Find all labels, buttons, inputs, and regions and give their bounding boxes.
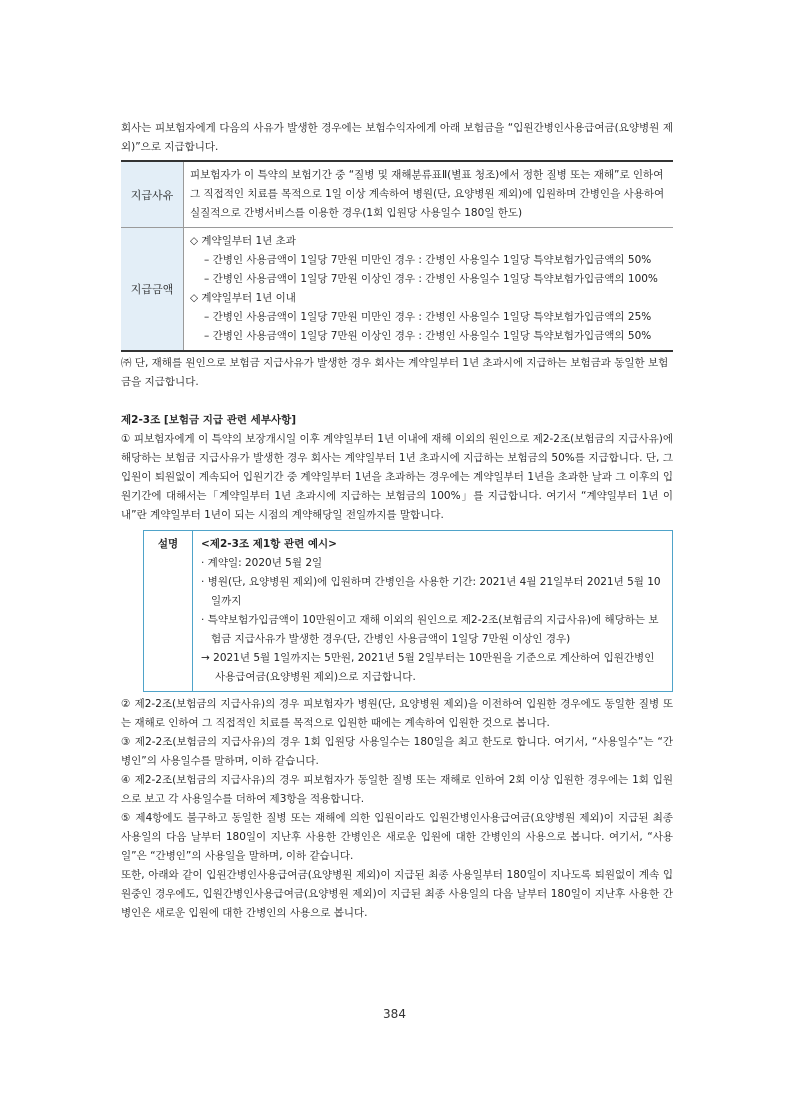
example-line: · 병원(단, 요양병원 제외)에 입원하며 간병인을 사용한 기간: 2021년 4월 21일부터 2021년 5월 10일까지 (201, 576, 661, 607)
section-heading: 제2-3조 [보험금 지급 관련 세부사항] (121, 414, 297, 426)
table-cell-reason: 피보험자가 이 특약의 보험기간 중 “질병 및 재해분류표Ⅱ(별표 청조)에서 정한 질병 또는 재해”로 인하여 그 직접적인 치료를 목적으로 1일 이상 계속하여 병원(단, 요양병원 제외)에 입원하며 간병인을 사용하여 실질적으로 간병서비스를 이용한 경우(1회 입원당 사용일수 180일 한도) (184, 161, 674, 228)
example-label: 설명 (157, 538, 179, 550)
table-row (121, 228, 673, 352)
paragraph-3: ③ 제2-2조(보험금의 지급사유)의 경우 1회 입원당 사용일수는 180일을 최고 한도로 합니다. 여기서, “사용일수”는 “간병인”의 사용일수를 말하며, 이하 같습니다. (121, 736, 673, 767)
paragraph-1: ① 피보험자에게 이 특약의 보장개시일 이후 계약일부터 1년 이내에 재해 이외의 원인으로 제2-2조(보험금의 지급사유)에 해당하는 보험금 지급사유가 발생한 경우 회사는 계약일부터 1년 초과시에 지급하는 보험금의 50%를 지급합니다. 단, 그 입원이 퇴원없이 계속되어 입원기간 중 계약일부터 1년을 초과하는 경우에는 계약일부터 1년을 초과한 날과 그 이후의 입원기간에 대해서는「계약일부터 1년 초과시에 지급하는 보험금의 100%」를 지급합니다. 여기서 “계약일부터 1년 이내”란 계약일부터 1년이 되는 시점의 계약해당일 전일까지를 말합니다. (121, 433, 673, 521)
table-note: ㈜ 단, 재해를 원인으로 보험금 지급사유가 발생한 경우 회사는 계약일부터 1년 초과시에 지급하는 보험금과 동일한 보험금을 지급합니다. (121, 357, 669, 388)
amount-line: – 간병인 사용금액이 1일당 7만원 이상인 경우 : 간병인 사용일수 1일당 특약보험가입금액의 50% (204, 330, 652, 342)
page-number: 384 (383, 1007, 406, 1021)
amount-line: – 간병인 사용금액이 1일당 7만원 미만인 경우 : 간병인 사용일수 1일당 특약보험가입금액의 50% (204, 254, 652, 266)
table-header-amount: 지급금액 (121, 228, 184, 352)
table-header-reason: 지급사유 (121, 161, 184, 228)
example-body (192, 531, 672, 691)
paragraph-2: ② 제2-2조(보험금의 지급사유)의 경우 피보험자가 병원(단, 요양병원 제외)을 이전하여 입원한 경우에도 동일한 질병 또는 재해로 인하여 그 직접적인 치료를 목적으로 입원한 때에는 계속하여 입원한 것으로 봅니다. (121, 698, 673, 729)
document-page (121, 119, 673, 923)
amount-line: ◇ 계약일부터 1년 이내 (190, 292, 296, 304)
example-line: → 2021년 5월 1일까지는 5만원, 2021년 5월 2일부터는 10만원을 기준으로 계산하여 입원간병인사용급여금(요양병원 제외)으로 지급합니다. (201, 652, 655, 683)
amount-line: – 간병인 사용금액이 1일당 7만원 이상인 경우 : 간병인 사용일수 1일당 특약보험가입금액의 100% (204, 273, 658, 285)
example-line: · 계약일: 2020년 5월 2일 (201, 557, 323, 569)
example-title: <제2-3조 제1항 관련 예시> (201, 538, 337, 550)
amount-line: – 간병인 사용금액이 1일당 7만원 미만인 경우 : 간병인 사용일수 1일당 특약보험가입금액의 25% (204, 311, 652, 323)
intro-paragraph: 회사는 피보험자에게 다음의 사유가 발생한 경우에는 보험수익자에게 아래 보험금을 “입원간병인사용급여금(요양병원 제외)”으로 지급합니다. (121, 122, 673, 153)
paragraph-6: 또한, 아래와 같이 입원간병인사용급여금(요양병원 제외)이 지급된 최종 사용일부터 180일이 지나도록 퇴원없이 계속 입원중인 경우에도, 입원간병인사용급여금(요양병원 제외)이 지급된 최종 사용일의 다음 날부터 180일이 지난후 사용한 간병인은 새로운 입원에 대한 간병인의 사용으로 봅니다. (121, 869, 673, 919)
table-cell-amount (184, 228, 674, 352)
benefit-table (121, 160, 673, 352)
example-box (143, 530, 673, 692)
table-row (121, 161, 673, 228)
paragraph-4: ④ 제2-2조(보험금의 지급사유)의 경우 피보험자가 동일한 질병 또는 재해로 인하여 2회 이상 입원한 경우에는 1회 입원으로 보고 각 사용일수를 더하여 제3항을 적용합니다. (121, 774, 673, 805)
amount-line: ◇ 계약일부터 1년 초과 (190, 235, 296, 247)
example-line: · 특약보험가입금액이 10만원이고 재해 이외의 원인으로 제2-2조(보험금의 지급사유)에 해당하는 보험금 지급사유가 발생한 경우(단, 간병인 사용금액이 1일당 7만원 이상인 경우) (201, 614, 659, 645)
paragraph-5: ⑤ 제4항에도 불구하고 동일한 질병 또는 재해에 의한 입원이라도 입원간병인사용급여금(요양병원 제외)이 지급된 최종 사용일의 다음 날부터 180일이 지난후 사용한 간병인은 새로운 입원에 대한 간병인의 사용으로 봅니다. 여기서, “사용일”은 “간병인”의 사용일을 말하며, 이하 같습니다. (121, 812, 673, 862)
